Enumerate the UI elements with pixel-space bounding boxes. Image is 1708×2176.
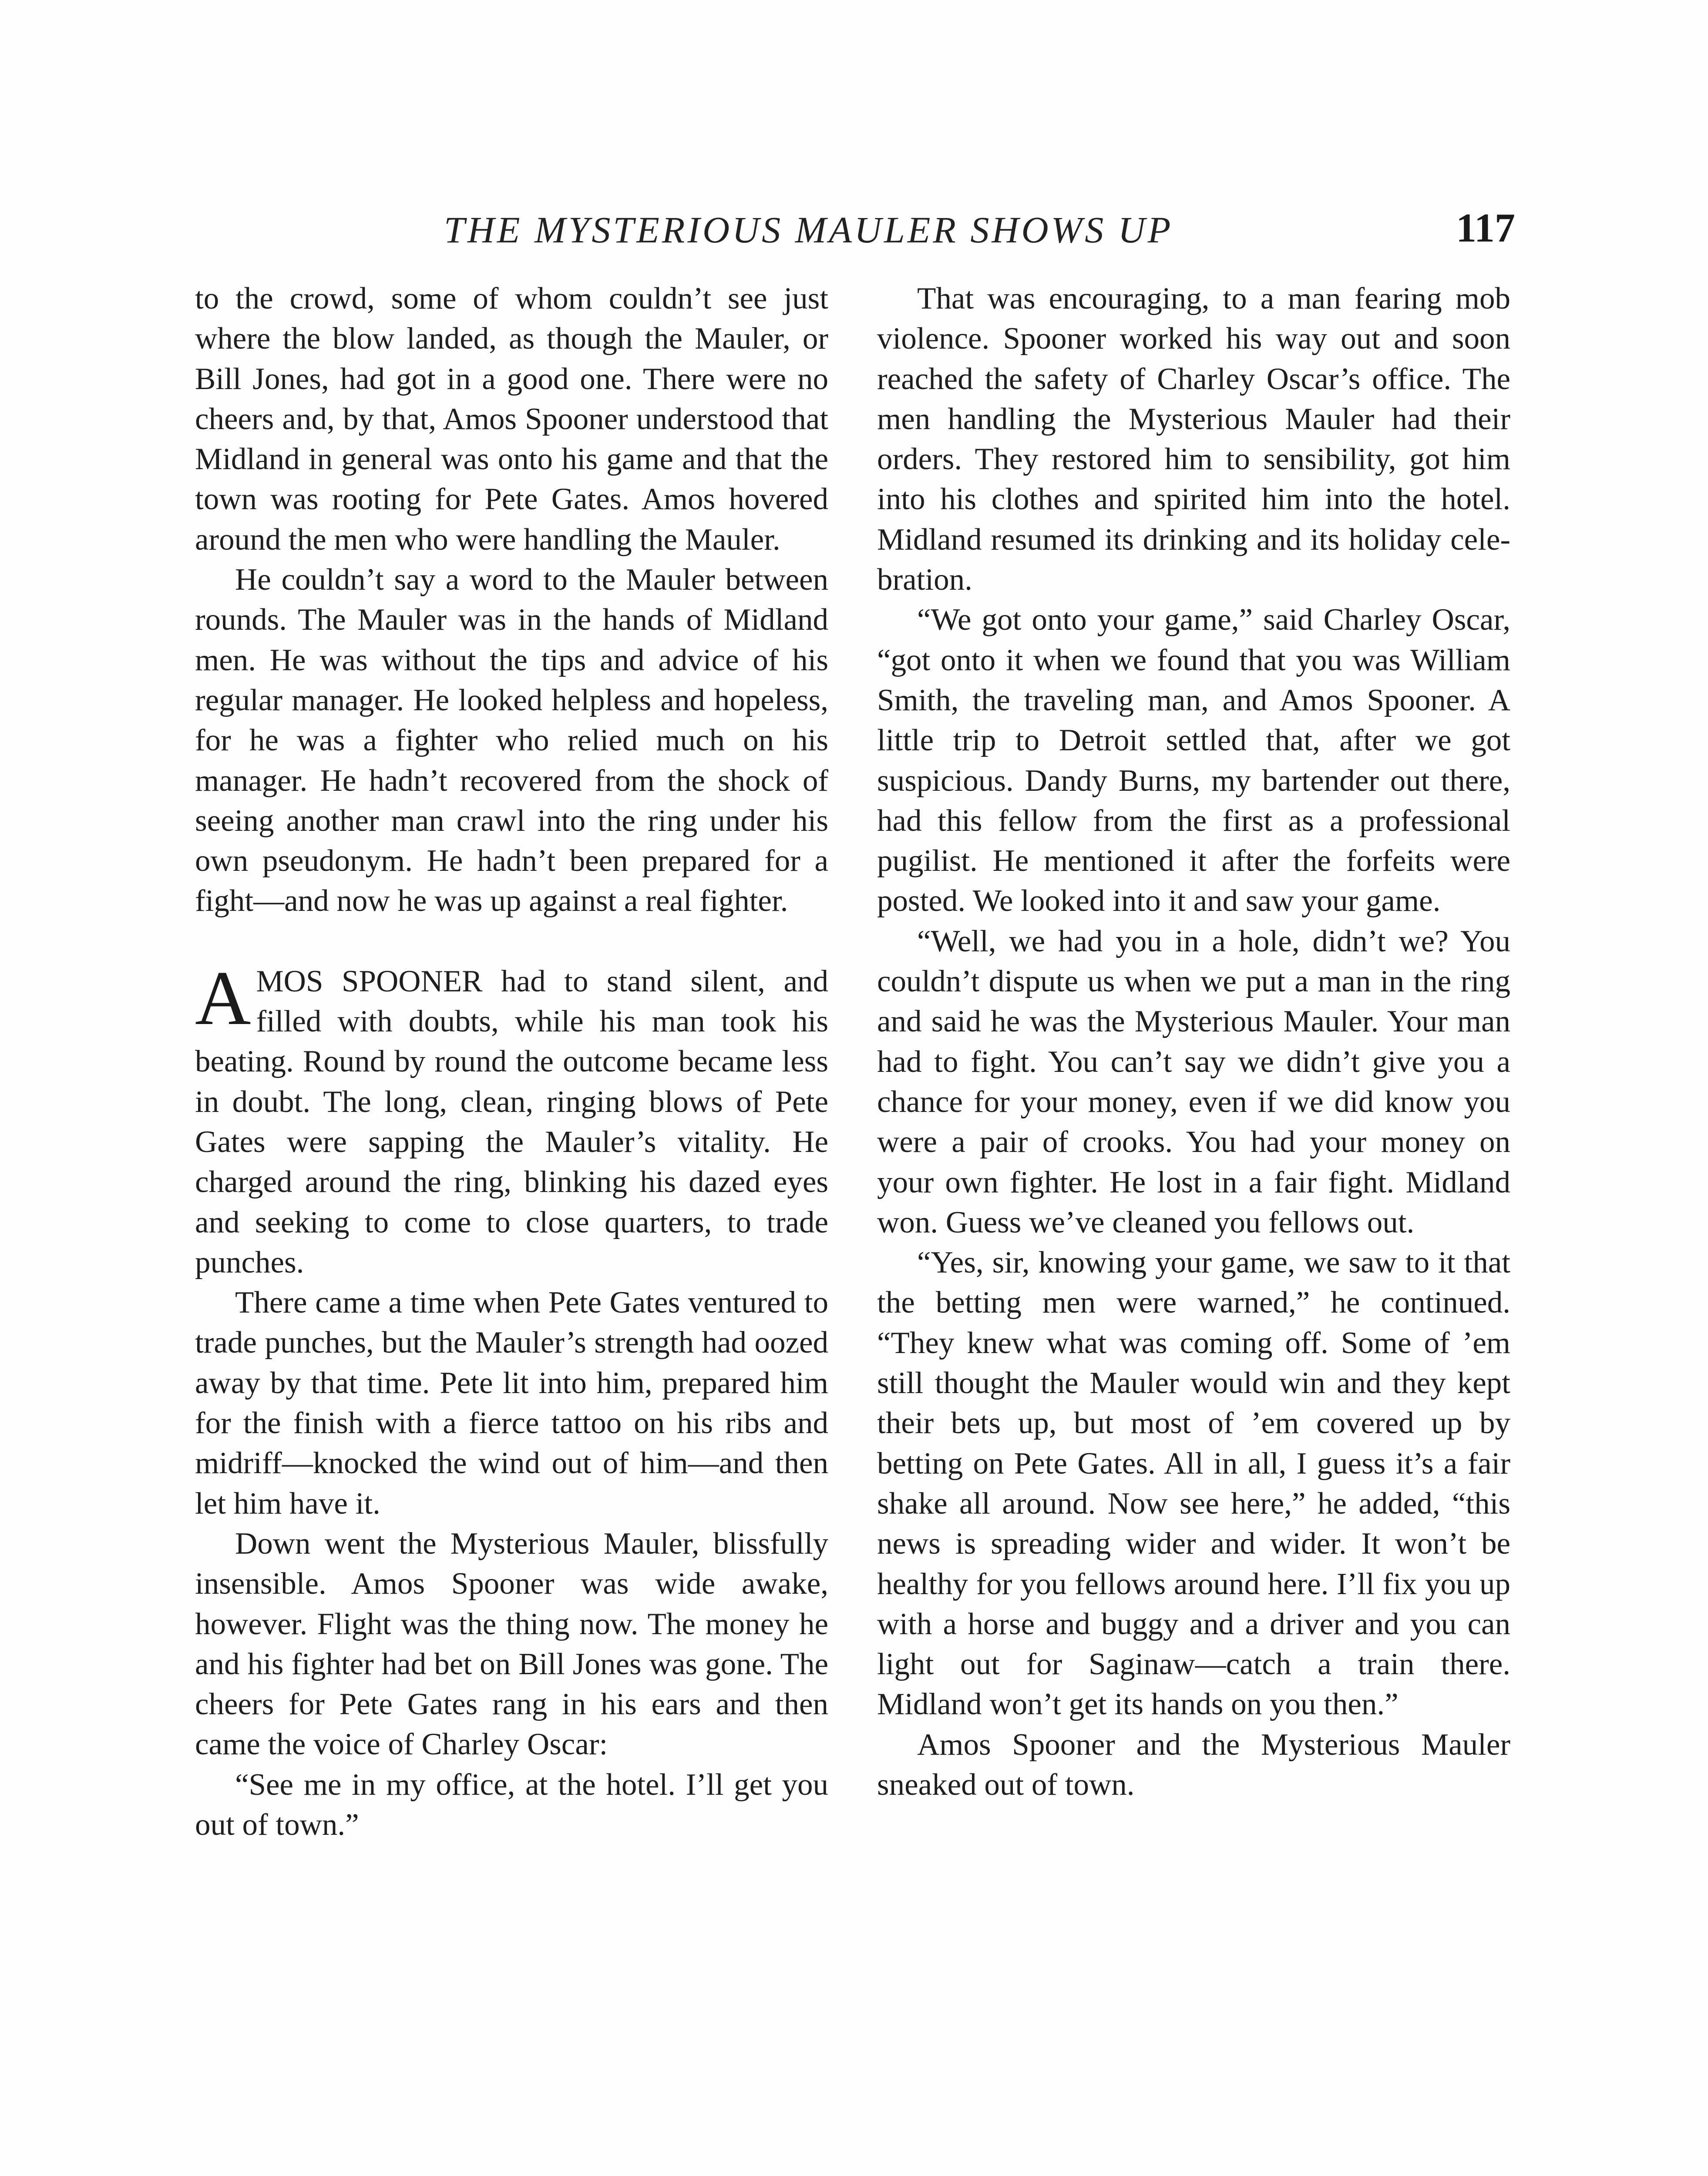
page-number: 117 [1456, 205, 1515, 251]
paragraph: to the crowd, some of whom couldn’t see just where the blow landed, as though the Mauler, or Bill Jones, had got in a good one. There were no cheers and, by that, Amos Spooner understood that Midland in general was onto his game and that the town was rooting for Pete Gates. Amos hovered around the men who were handling the Mauler. [195, 282, 828, 557]
paragraph: He couldn’t say a word to the Mauler between rounds. The Mauler was in the hands of Midland men. He was without the tips and advice of his regular manager. He looked helpless and hopeless, for he was a fighter who relied much on his manager. He hadn’t recovered from the shock of seeing another man crawl into the ring under his own pseudonym. He hadn’t been prepared for a fight—and now he was up against a real fighter. [195, 563, 828, 918]
paragraph-text: had to stand silent, and filled with doubts, while his man took his beating. Round by round the outcome became less in doubt. The long, clean, ringing blows of Pete Gates were sapping the Mauler’s vitality. He charged around the ring, blinking his dazed eyes and seeking to come to close quarters, to trade punches. [195, 964, 828, 1279]
paragraph: “We got onto your game,” said Charley Oscar, “got onto it when we found that you was William Smith, the traveling man, and Amos Spooner. A little trip to Detroit settled that, after we got suspicious. Dandy Burns, my bartender out there, had this fellow from the first as a professional pugilist. He mentioned it after the forfeits were posted. We looked into it and saw your game. [877, 603, 1510, 918]
paragraph: “Yes, sir, knowing your game, we saw to it that the betting men were warned,” he continued. “They knew what was coming off. Some of ’em still thought the Mauler would win and they kept their bets up, but most of ’em covered up by betting on Pete Gates. All in all, I guess it’s a fair shake all around. Now see here,” he added, “this news is spreading wider and wider. It won’t be healthy for you fellows around here. I’ll fix you up with a horse and buggy and a driver and you can light out for Saginaw—catch a train there. Midland won’t get its hands on you then.” [877, 1246, 1510, 1722]
drop-cap: A [195, 954, 251, 1041]
left-column [195, 279, 828, 1845]
section-start-paragraph [195, 954, 828, 1283]
paragraph: “See me in my office, at the hotel. I’ll get you out of town.” [195, 1767, 828, 1842]
paragraph: “Well, we had you in a hole, didn’t we? You couldn’t dispute us when we put a man in the ring and said he was the Mysterious Mauler. Your man had to fight. You can’t say we didn’t give you a chance for your money, even if we did know you were a pair of crooks. You had your money on your own fighter. He lost in a fair fight. Midland won. Guess we’ve cleaned you fellows out. [877, 924, 1510, 1239]
paragraph: There came a time when Pete Gates ventured to trade punches, but the Mauler’s strength had oozed away by that time. Pete lit into him, prepared him for the finish with a fierce tattoo on his ribs and midriff—knocked the wind out of him—and then let him have it. [195, 1286, 828, 1521]
paragraph: Amos Spooner and the Mysterious Mauler sneaked out of town. [877, 1727, 1510, 1802]
paragraph: Down went the Mysterious Mauler, blissfully insensible. Amos Spooner was wide awake, however. Flight was the thing now. The money he and his fighter had bet on Bill Jones was gone. The cheers for Pete Gates rang in his ears and then came the voice of Charley Oscar: [195, 1526, 828, 1762]
lead-in-text: MOS SPOONER [256, 964, 483, 998]
paragraph: That was encouraging, to a man fearing mob violence. Spooner worked his way out and soon reached the safety of Charley Oscar’s office. The men handling the Mysterious Mauler had their orders. They restored him to sensibility, got him into his clothes and spirited him into the hotel. Midland resumed its drinking and its holiday celebration. [877, 282, 1510, 597]
right-column [877, 279, 1510, 1805]
running-title: THE MYSTERIOUS MAULER SHOWS UP [444, 209, 1173, 251]
